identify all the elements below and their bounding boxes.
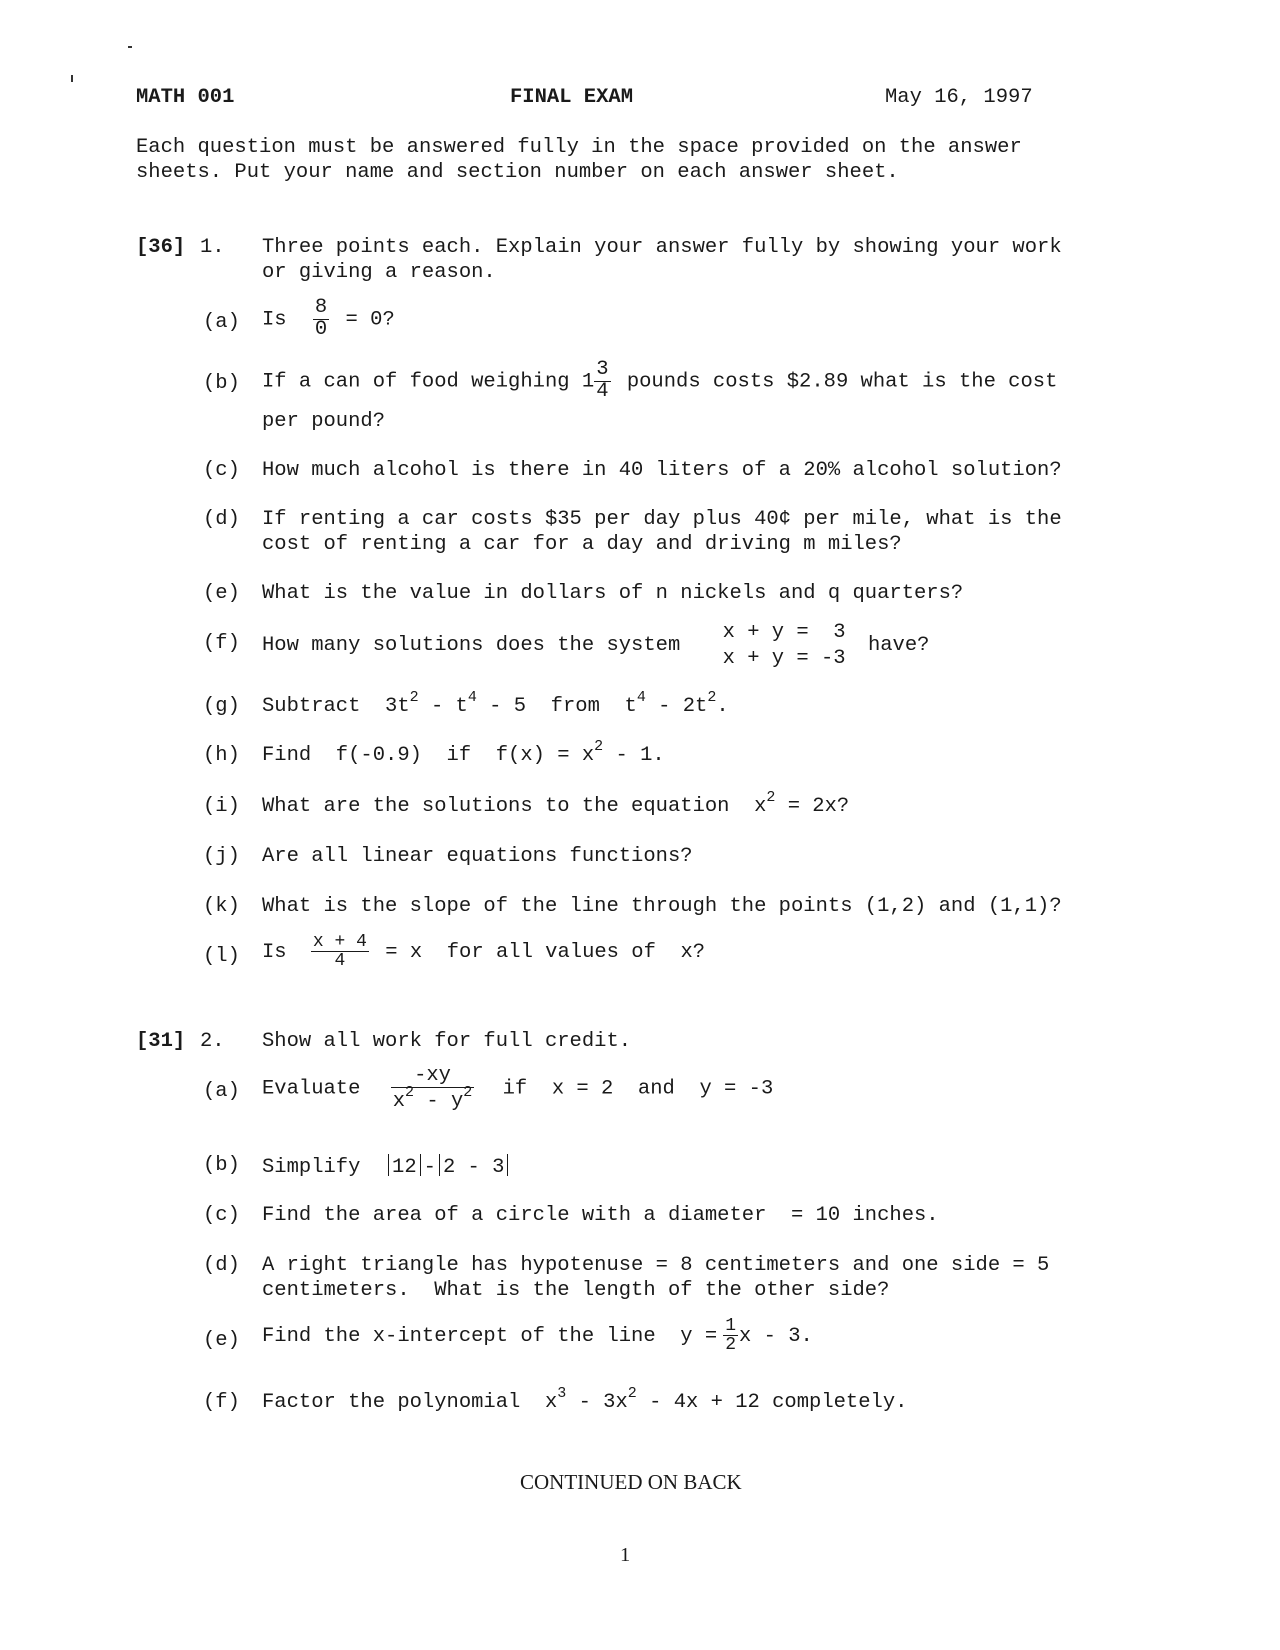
- q2a-den-exp-1: 2: [405, 1083, 415, 1101]
- q2a-den: [391, 1083, 475, 1113]
- q2a-pre: Evaluate: [262, 1077, 361, 1101]
- q1l-num: x + 4: [312, 932, 367, 952]
- q2-intro: Show all work for full credit.: [262, 1030, 632, 1053]
- instructions-line-2: sheets. Put your name and section number on each answer sheet.: [136, 161, 899, 184]
- q1k-text: What is the slope of the line through the points (1,2) and (1,1)?: [262, 895, 1062, 918]
- q1i-label: (i): [203, 795, 240, 818]
- q1l-text: [262, 933, 705, 970]
- q2c-label: (c): [203, 1204, 240, 1227]
- q1g-exp-3: 4: [636, 689, 646, 706]
- q2b-pre: Simplify: [262, 1156, 361, 1179]
- q2b-label: (b): [203, 1154, 240, 1177]
- q1-number: 1.: [200, 236, 225, 259]
- q2a-fraction: [391, 1066, 475, 1112]
- q2c-text: Find the area of a circle with a diameter = 10 inches.: [262, 1204, 939, 1227]
- q1b-den: 4: [596, 379, 609, 403]
- q1b-line-2: per pound?: [262, 410, 386, 433]
- q1i-text: [262, 789, 850, 818]
- q1g-mid-1: - t: [418, 695, 468, 718]
- q1b-label: (b): [203, 372, 240, 395]
- q1i-pre: What are the solutions to the equation x: [262, 795, 767, 818]
- q2b-expr-2: -: [423, 1156, 436, 1179]
- q1f-eq-1: x + y = 3: [722, 621, 846, 644]
- q1e-label: (e): [203, 582, 240, 605]
- q1i-post: = 2x?: [775, 795, 850, 818]
- q2f-label: (f): [203, 1391, 240, 1414]
- q2b-expr-3: 2 - 3: [442, 1156, 505, 1179]
- q2f-post: - 4x + 12 completely.: [636, 1391, 908, 1414]
- abs-bar: [388, 1154, 389, 1176]
- q1i-exp: 2: [766, 789, 776, 806]
- q1b-post: pounds costs $2.89 what is the cost: [626, 370, 1058, 394]
- q1g-label: (g): [203, 695, 240, 718]
- q1g-exp-1: 2: [409, 689, 419, 706]
- q1e-text: What is the value in dollars of n nickels and q quarters?: [262, 582, 964, 605]
- q1b-mixed-number: [582, 360, 615, 402]
- abs-bar: [439, 1154, 440, 1176]
- q2f-pre: Factor the polynomial x: [262, 1391, 558, 1414]
- q1h-pre: Find f(-0.9) if f(x) = x: [262, 744, 595, 767]
- continued-note: CONTINUED ON BACK: [520, 1470, 742, 1494]
- q2b-expr-1: 12: [392, 1156, 417, 1179]
- q1g-mid-3: - 2t: [645, 695, 708, 718]
- q2a-label: (a): [203, 1080, 240, 1103]
- q1l-fraction: [311, 933, 369, 970]
- q1b-text: [262, 360, 1057, 402]
- q1g-post: .: [716, 695, 729, 718]
- q1h-exp: 2: [594, 738, 604, 755]
- q2b-text: [262, 1154, 511, 1179]
- q1g-text: [262, 689, 729, 718]
- q1g-exp-2: 4: [467, 689, 477, 706]
- q2f-mid-1: - 3x: [566, 1391, 628, 1414]
- q2e-post: x - 3.: [739, 1324, 813, 1348]
- q2e-den: 2: [725, 1335, 736, 1355]
- q2-number: 2.: [200, 1030, 225, 1053]
- q2e-label: (e): [203, 1329, 240, 1352]
- scan-speck: [71, 75, 73, 82]
- q1j-label: (j): [203, 845, 240, 868]
- q2a-num: -xy: [391, 1066, 475, 1088]
- q2a-post: if x = 2 and y = -3: [502, 1077, 774, 1101]
- q1g-pre: Subtract 3t: [262, 695, 410, 718]
- q2d-label: (d): [203, 1254, 240, 1277]
- q1a-den: 0: [314, 317, 328, 341]
- course-code: MATH 001: [136, 86, 235, 109]
- q1a-num: 8: [314, 296, 328, 319]
- exam-date: May 16, 1997: [885, 86, 1033, 109]
- exam-title: FINAL EXAM: [510, 86, 634, 109]
- q1l-post: = x for all values of x?: [385, 940, 706, 964]
- q1a-fraction: [313, 298, 329, 340]
- q1f-eq-2: x + y = -3: [722, 646, 846, 670]
- q2a-den-x: x: [392, 1089, 406, 1113]
- q1l-pre: Is: [262, 940, 287, 964]
- q1a-text: [262, 298, 395, 340]
- page-number: 1: [620, 1544, 631, 1566]
- q1h-post: - 1.: [603, 744, 665, 767]
- q2f-exp-1: 3: [557, 1385, 567, 1402]
- q2e-text: [262, 1317, 813, 1354]
- q1a-pre: Is: [262, 308, 287, 332]
- q1j-text: Are all linear equations functions?: [262, 845, 693, 868]
- q1k-label: (k): [203, 895, 240, 918]
- q1a-label: (a): [203, 311, 240, 334]
- q1f-label: (f): [203, 632, 240, 655]
- q2f-text: [262, 1385, 908, 1414]
- q1d-label: (d): [203, 508, 240, 531]
- abs-bar: [507, 1154, 508, 1176]
- q1l-label: (l): [203, 945, 240, 968]
- q1-points: [36]: [136, 236, 186, 259]
- q2a-text: [262, 1066, 773, 1112]
- q2e-pre: Find the x-intercept of the line y =: [262, 1324, 718, 1348]
- q1c-label: (c): [203, 459, 240, 482]
- q1g-exp-4: 2: [707, 689, 717, 706]
- q2a-den-mid: - y: [414, 1089, 464, 1113]
- q2e-fraction: [723, 1317, 738, 1354]
- q1f-pre: How many solutions does the system: [262, 634, 681, 658]
- scan-speck: [128, 46, 132, 48]
- abs-bar: [420, 1154, 421, 1176]
- q1g-mid-2: - 5 from t: [476, 695, 637, 718]
- q1-intro-line-2: or giving a reason.: [262, 261, 496, 284]
- q1h-text: [262, 738, 665, 767]
- q1l-den: 4: [334, 951, 346, 971]
- instructions-line-1: Each question must be answered fully in the space provided on the answer: [136, 136, 1022, 159]
- q2f-exp-2: 2: [627, 1385, 637, 1402]
- q2d-line-2: centimeters. What is the length of the other side?: [262, 1279, 890, 1302]
- q2e-num: 1: [725, 1316, 736, 1336]
- q1a-post: = 0?: [345, 308, 395, 332]
- q1h-label: (h): [203, 744, 240, 767]
- q1f-post: have?: [867, 634, 930, 658]
- q2d-line-1: A right triangle has hypotenuse = 8 centimeters and one side = 5: [262, 1254, 1050, 1277]
- q1b-num: 3: [596, 358, 609, 381]
- q1f-equation-system: [723, 620, 846, 671]
- q1-intro-line-1: Three points each. Explain your answer fully by showing your work: [262, 236, 1062, 259]
- q1b-pre: If a can of food weighing: [262, 370, 570, 394]
- q2-points: [31]: [136, 1030, 186, 1053]
- q2a-den-exp-2: 2: [463, 1083, 473, 1101]
- q1f-text: [262, 620, 929, 671]
- q1d-line-2: cost of renting a car for a day and driving m miles?: [262, 533, 902, 556]
- q1c-text: How much alcohol is there in 40 liters of a 20% alcohol solution?: [262, 459, 1062, 482]
- q1d-line-1: If renting a car costs $35 per day plus 40¢ per mile, what is the: [262, 508, 1062, 531]
- q1b-whole: 1: [581, 370, 595, 394]
